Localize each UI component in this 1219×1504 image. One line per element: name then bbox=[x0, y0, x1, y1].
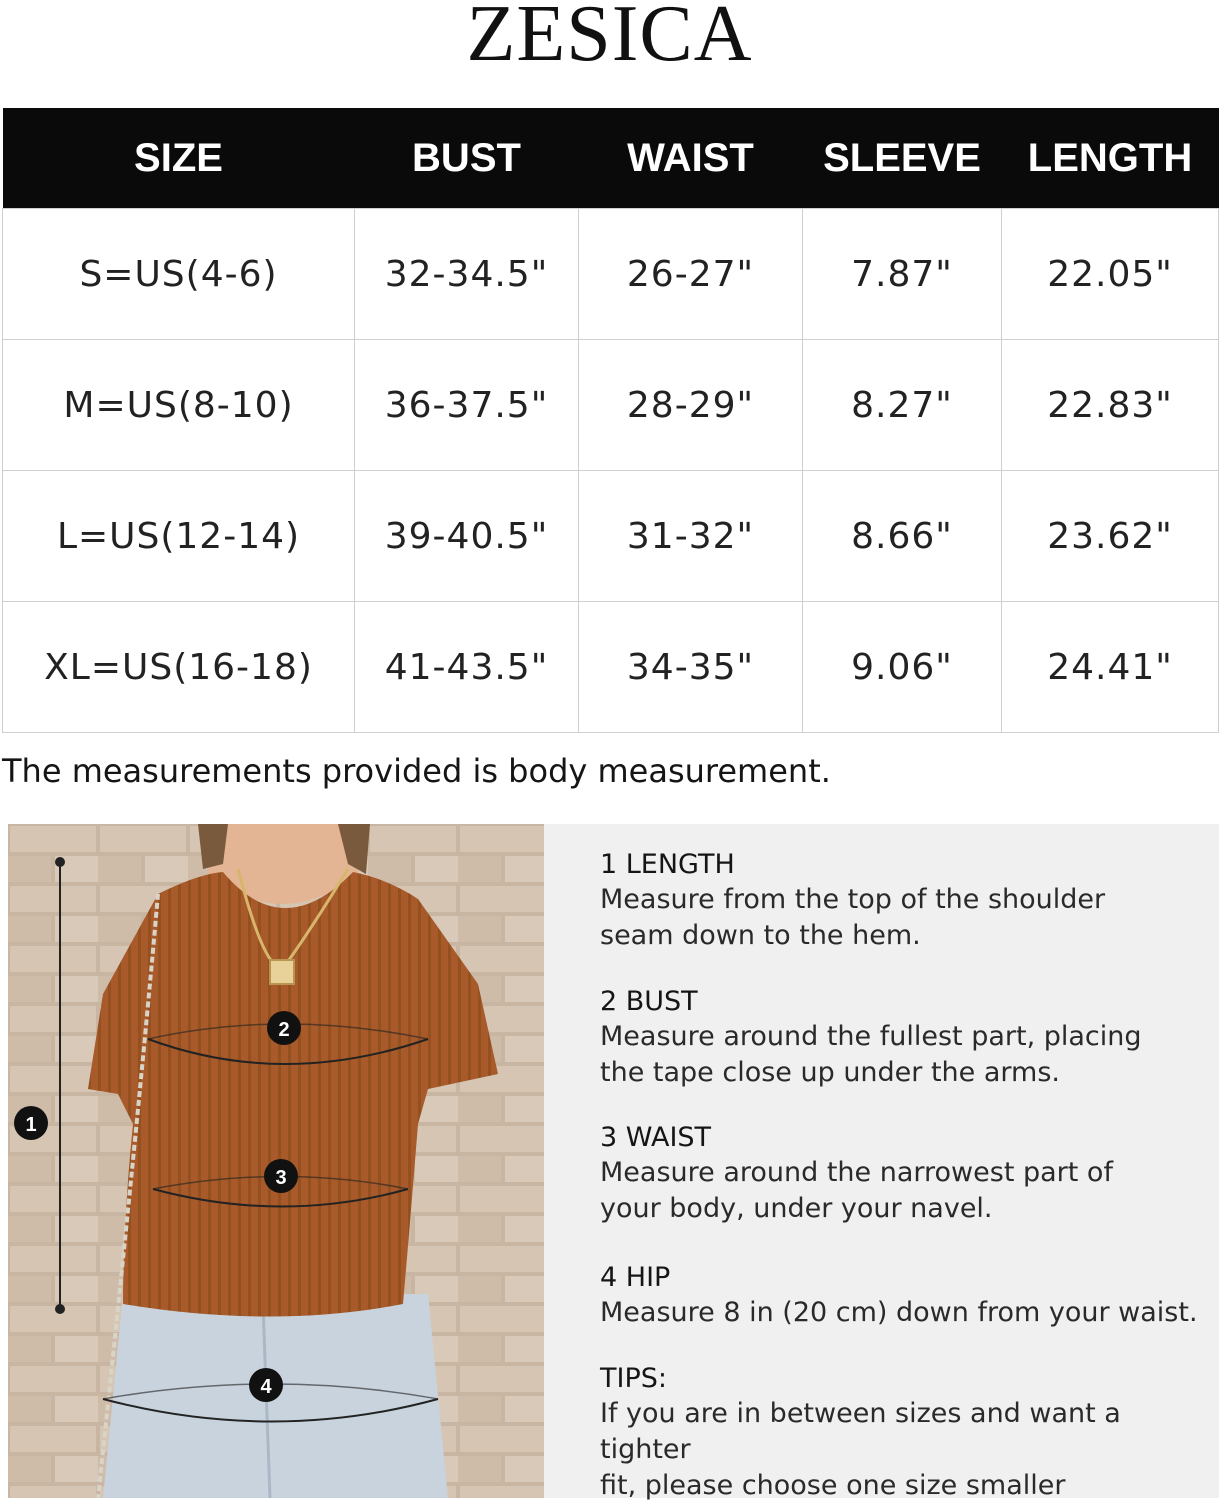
marker-bust-label: 2 bbox=[278, 1019, 290, 1041]
header-bust: BUST bbox=[355, 108, 579, 209]
cell-size: XL=US(16-18) bbox=[3, 602, 355, 733]
cell-length: 22.83" bbox=[1002, 340, 1219, 471]
header-length: LENGTH bbox=[1002, 108, 1219, 209]
cell-size: M=US(8-10) bbox=[3, 340, 355, 471]
guide-item-length bbox=[600, 848, 1210, 954]
table-row bbox=[3, 209, 1219, 340]
guide-item-bust bbox=[600, 985, 1210, 1091]
guide-line: seam down to the hem. bbox=[600, 920, 921, 951]
marker-hip-label: 4 bbox=[260, 1376, 272, 1398]
marker-length bbox=[14, 1106, 48, 1140]
cell-waist: 34-35" bbox=[579, 602, 803, 733]
cell-sleeve: 8.66" bbox=[803, 471, 1002, 602]
guide-line: Measure from the top of the shoulder bbox=[600, 884, 1106, 915]
cell-length: 22.05" bbox=[1002, 209, 1219, 340]
model-photo bbox=[8, 824, 544, 1498]
pendant bbox=[270, 960, 294, 984]
measurement-illustration bbox=[8, 824, 544, 1498]
marker-hip bbox=[249, 1368, 283, 1402]
cell-size: L=US(12-14) bbox=[3, 471, 355, 602]
header-sleeve: SLEEVE bbox=[803, 108, 1002, 209]
guide-item-tips bbox=[600, 1362, 1210, 1504]
size-chart-table bbox=[2, 108, 1219, 733]
measurement-note: The measurements provided is body measurement. bbox=[2, 752, 831, 790]
table-row bbox=[3, 602, 1219, 733]
cell-waist: 26-27" bbox=[579, 209, 803, 340]
guide-line: Measure around the fullest part, placing bbox=[600, 1021, 1142, 1052]
guide-title: 1 LENGTH bbox=[600, 849, 735, 880]
cell-length: 23.62" bbox=[1002, 471, 1219, 602]
cell-bust: 41-43.5" bbox=[355, 602, 579, 733]
cell-sleeve: 8.27" bbox=[803, 340, 1002, 471]
cell-length: 24.41" bbox=[1002, 602, 1219, 733]
guide-line: Measure around the narrowest part of bbox=[600, 1157, 1113, 1188]
guide-title: 2 BUST bbox=[600, 986, 698, 1017]
guide-line: Measure 8 in (20 cm) down from your waist. bbox=[600, 1297, 1198, 1328]
marker-waist bbox=[264, 1159, 298, 1193]
cell-bust: 39-40.5" bbox=[355, 471, 579, 602]
guide-line: fit, please choose one size smaller bbox=[600, 1470, 1066, 1501]
guide-item-waist bbox=[600, 1121, 1210, 1227]
table-row bbox=[3, 340, 1219, 471]
table-row bbox=[3, 471, 1219, 602]
marker-length-label: 1 bbox=[25, 1114, 37, 1136]
guide-title: 4 HIP bbox=[600, 1262, 671, 1293]
guide-title: 3 WAIST bbox=[600, 1122, 712, 1153]
guide-item-hip bbox=[600, 1261, 1210, 1331]
measuring-guide-panel bbox=[544, 824, 1219, 1501]
guide-line: the tape close up under the arms. bbox=[600, 1057, 1060, 1088]
marker-waist-label: 3 bbox=[275, 1167, 287, 1189]
table-header-row bbox=[3, 108, 1219, 209]
header-size: SIZE bbox=[3, 108, 355, 209]
cell-size: S=US(4-6) bbox=[3, 209, 355, 340]
cell-sleeve: 7.87" bbox=[803, 209, 1002, 340]
brand-logo: ZESICA bbox=[466, 0, 753, 78]
guide-line: If you are in between sizes and want a tighter bbox=[600, 1398, 1121, 1465]
guide-line: your body, under your navel. bbox=[600, 1193, 993, 1224]
cell-waist: 31-32" bbox=[579, 471, 803, 602]
marker-bust bbox=[267, 1011, 301, 1045]
cell-bust: 32-34.5" bbox=[355, 209, 579, 340]
cell-waist: 28-29" bbox=[579, 340, 803, 471]
cell-sleeve: 9.06" bbox=[803, 602, 1002, 733]
guide-title: TIPS: bbox=[600, 1363, 667, 1394]
cell-bust: 36-37.5" bbox=[355, 340, 579, 471]
header-waist: WAIST bbox=[579, 108, 803, 209]
